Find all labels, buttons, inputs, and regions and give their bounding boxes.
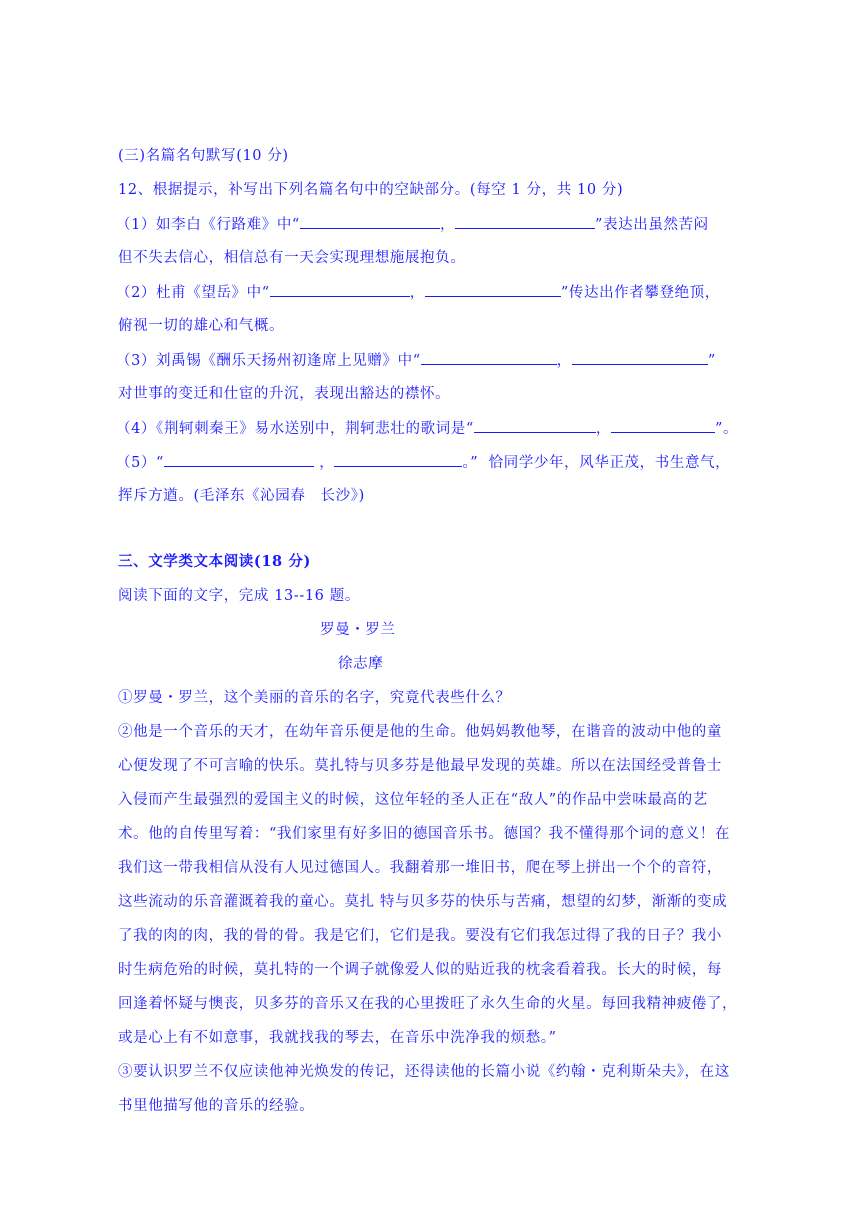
blank-4a[interactable]	[474, 418, 596, 433]
paragraph-line: 书里他描写他的音乐的经验。	[118, 1098, 315, 1114]
blank-5a[interactable]	[164, 452, 314, 467]
item-3-line-2: 对世事的变迁和仕宦的升沉，表现出豁达的襟怀。	[118, 386, 451, 402]
item-3-prefix: （3）刘禹锡《酬乐天扬州初逢席上见赠》中“	[116, 353, 421, 369]
item-5-suffix: 。” 恰同学少年，风华正茂，书生意气，	[462, 455, 731, 471]
item-3-suffix: ”	[707, 353, 716, 369]
blank-1b[interactable]	[455, 214, 595, 229]
item-1-comma: ，	[439, 217, 456, 233]
reading-instruction: 阅读下面的文字，完成 13--16 题。	[118, 588, 360, 604]
item-2-suffix: ”传达出作者攀登绝顶，	[560, 285, 720, 301]
item-2-line-2: 俯视一切的雄心和气概。	[118, 318, 285, 334]
item-2-comma: ，	[409, 285, 425, 301]
article-author: 徐志摩	[338, 656, 384, 672]
item-3-comma: ，	[556, 353, 572, 369]
item-5-prefix: （5）“	[116, 455, 165, 471]
item-4-prefix: （4）《荆轲刺秦王》易水送别中，荆轲悲壮的歌词是“	[116, 421, 474, 437]
paragraph-line: 时生病危殆的时候，莫扎特的一个调子就像爱人似的贴近我的枕衾看着我。长大的时候，每	[118, 962, 722, 978]
paragraph-line: 或是心上有不如意事，我就找我的琴去，在音乐中洗净我的烦愁。”	[118, 1030, 557, 1046]
paragraph-line: ①罗曼・罗兰，这个美丽的音乐的名字，究竟代表些什么？	[118, 690, 511, 706]
paragraph-line: 我们这一带我相信从没有人见过德国人。我翻着那一堆旧书，爬在琴上拼出一个个的音符，	[118, 860, 722, 876]
item-2	[116, 282, 720, 303]
item-5	[116, 452, 730, 473]
blank-1a[interactable]	[300, 214, 440, 229]
paragraph-line: ③要认识罗兰不仅应读他神光焕发的传记，还得读他的长篇小说《约翰・克利斯朵夫》，在这	[118, 1064, 730, 1080]
paragraph-line: 这些流动的乐音灌溉着我的童心。莫扎 特与贝多芬的快乐与苦痛，想望的幻梦，渐渐的变成	[118, 894, 728, 910]
paragraph-line: 了我的肉的肉，我的骨的骨。我是它们，它们是我。要没有它们我怎过得了我的日子？我小	[118, 928, 722, 944]
article-title: 罗曼・罗兰	[320, 622, 396, 638]
item-5-line-2: 挥斥方遒。(毛泽东《沁园春 长沙》)	[118, 488, 365, 504]
blank-3a[interactable]	[421, 350, 557, 365]
blank-2a[interactable]	[270, 282, 410, 297]
item-4	[116, 418, 738, 439]
question-12-prompt: 12、根据提示，补写出下列名篇名句中的空缺部分。(每空 1 分，共 10 分)	[118, 182, 624, 198]
paragraph-line: 术。他的自传里写着：“我们家里有好多旧的德国音乐书。德国？我不懂得那个词的意义！在	[118, 826, 731, 842]
blank-5b[interactable]	[334, 452, 462, 467]
blank-4b[interactable]	[611, 418, 715, 433]
item-1-prefix: （1）如李白《行路难》中“	[116, 217, 300, 233]
item-2-prefix: （2）杜甫《望岳》中“	[116, 285, 270, 301]
item-1-line-2: 但不失去信心，相信总有一天会实现理想施展抱负。	[118, 250, 466, 266]
item-4-suffix: ”。	[715, 421, 739, 437]
item-3	[116, 350, 716, 371]
paragraph-line: 心便发现了不可言喻的快乐。莫扎特与贝多芬是他最早发现的英雄。所以在法国经受普鲁士	[118, 758, 722, 774]
paragraph-line: 入侵而产生最强烈的爱国主义的时候，这位年轻的圣人正在“敌人”的作品中尝味最高的艺	[118, 792, 708, 808]
item-4-comma: ，	[595, 421, 611, 437]
item-5-mid: ，	[314, 455, 335, 471]
item-1	[116, 214, 709, 235]
blank-3b[interactable]	[572, 350, 708, 365]
item-1-suffix: ”表达出虽然苦闷	[595, 217, 709, 233]
paragraph-line: 回逢着怀疑与懊丧，贝多芬的音乐又在我的心里拨旺了永久生命的火星。每回我精神疲倦了，	[118, 996, 738, 1012]
paragraph-line: ②他是一个音乐的天才，在幼年音乐便是他的生命。他妈妈教他琴，在谐音的波动中他的童	[118, 724, 722, 740]
poetry-section-title: (三)名篇名句默写(10 分)	[118, 148, 289, 164]
reading-section-title: 三、文学类文本阅读(18 分)	[118, 553, 311, 570]
blank-2b[interactable]	[425, 282, 561, 297]
